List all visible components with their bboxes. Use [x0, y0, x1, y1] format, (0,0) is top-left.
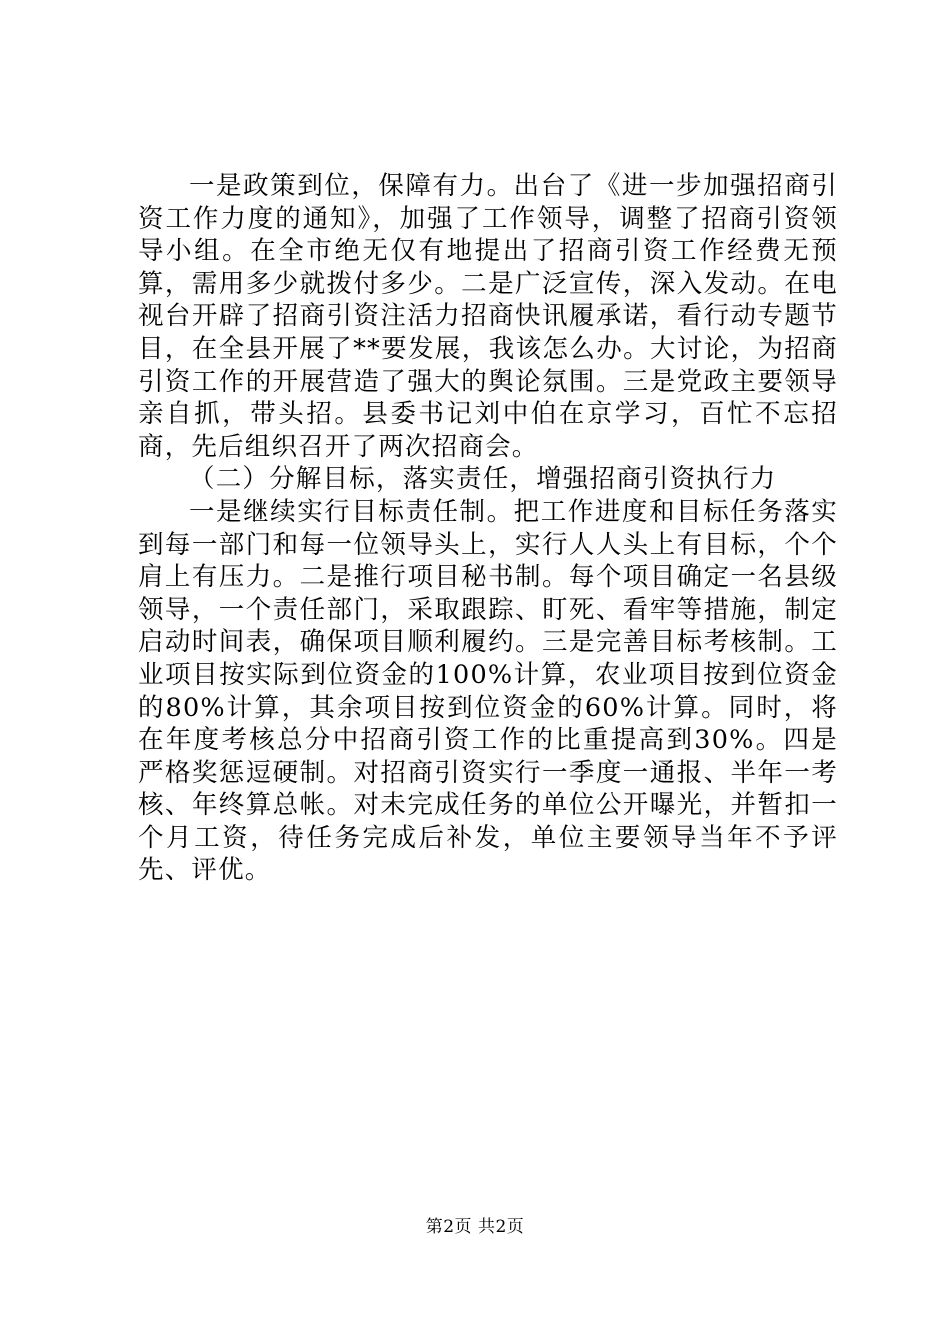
page-number: 第2页 共2页 [425, 1217, 525, 1237]
document-body [138, 170, 838, 887]
page-footer [0, 1215, 950, 1239]
section-heading: （二）分解目标，落实责任，增强招商引资执行力 [189, 464, 777, 495]
paragraph-responsibility: 一是继续实行目标责任制。把工作进度和目标任务落实到每一部门和每一位领导头上，实行人人头上有目标，个个肩上有压力。二是推行项目秘书制。每个项目确定一名县级领导，一个责任部门，采取跟踪、盯死、看牢等措施，制定启动时间表，确保项目顺利履约。三是完善目标考核制。工业项目按实际到位资金的100%计算，农业项目按到位资金的80%计算，其余项目按到位资金的60%计算。同时，将在年度考核总分中招商引资工作的比重提高到30%。四是严格奖惩逗硬制。对招商引资实行一季度一通报、半年一考核、年终算总帐。对未完成任务的单位公开曝光，并暂扣一个月工资，待任务完成后补发，单位主要领导当年不予评先、评优。 [138, 496, 838, 886]
paragraph-policy: 一是政策到位，保障有力。出台了《进一步加强招商引资工作力度的通知》，加强了工作领导，调整了招商引资领导小组。在全市绝无仅有地提出了招商引资工作经费无预算，需用多少就拨付多少。二是广泛宣传，深入发动。在电视台开辟了招商引资注活力招商快讯履承诺，看行动专题节目，在全县开展了**要发展，我该怎么办。大讨论，为招商引资工作的开展营造了强大的舆论氛围。三是党政主要领导亲自抓，带头招。县委书记刘中伯在京学习，百忙不忘招商，先后组织召开了两次招商会。 [138, 171, 838, 462]
